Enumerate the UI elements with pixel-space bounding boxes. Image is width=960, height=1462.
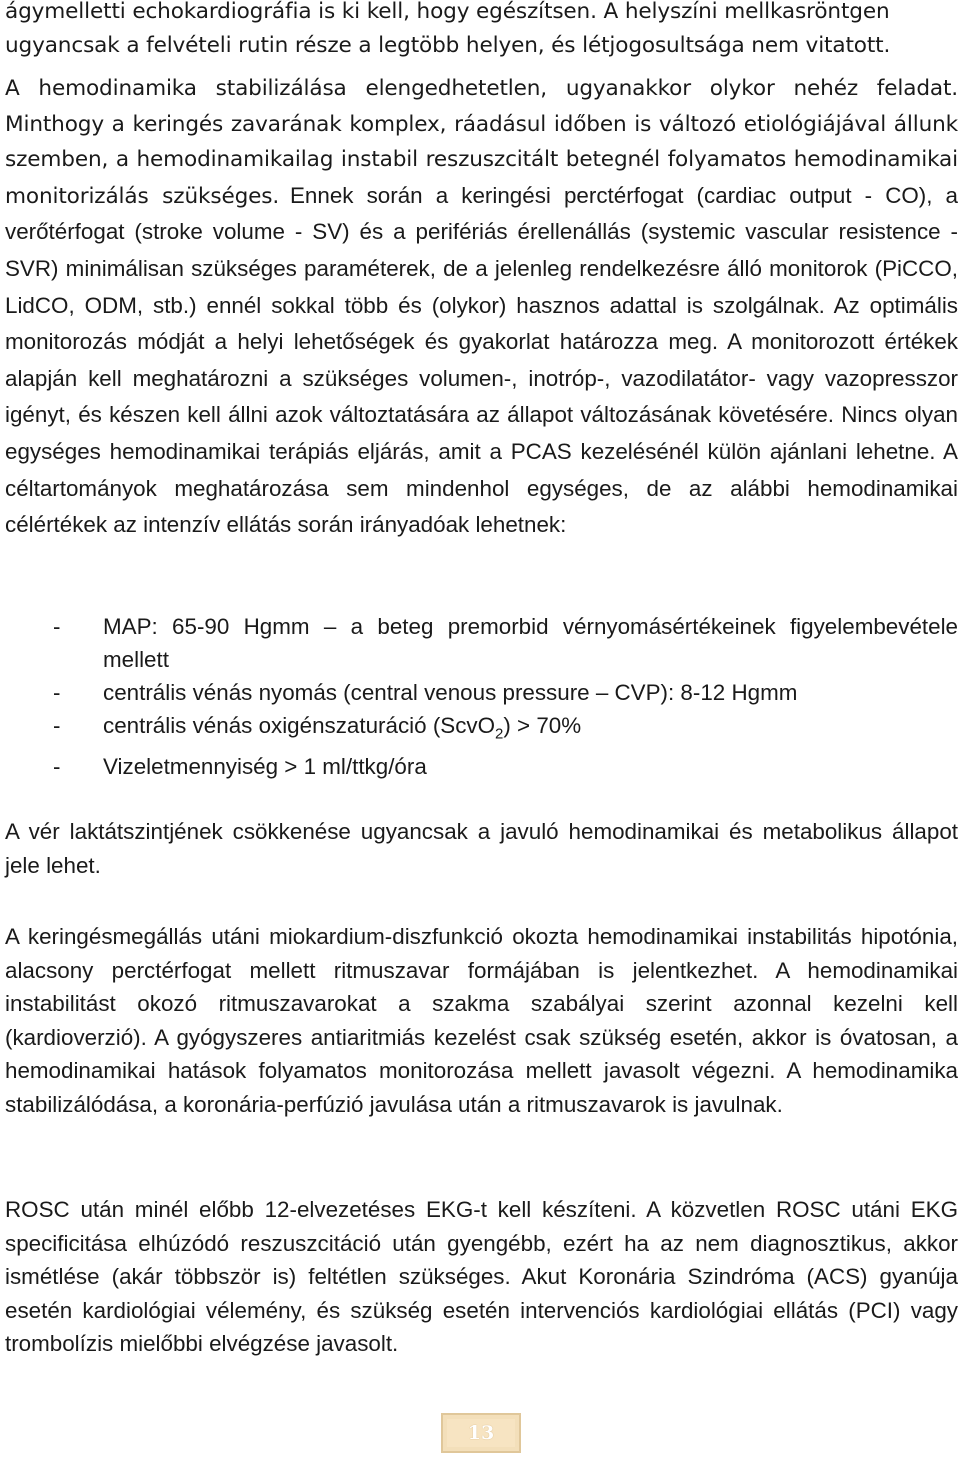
list-dash: - bbox=[53, 614, 61, 639]
list-dash: - bbox=[53, 754, 61, 780]
paragraph-myocardial-dysfunction: A keringésmegállás utáni miokardium-diszfunkció okozta hemodinamikai instabilitás hipotónia, alacsony perctérfogat mellett ritmuszavar formájában is jelentkezhet. A hemodinamikai instabilitást okozó ritmuszavarokat a szakma szabályai szerint azonnal kezelni kell (kardioverzió). A gyógyszeres antiaritmiás kezelést csak szükség esetén, akkor is óvatosan, a hemodinamikai hatások folyamatos monitorozása mellett javasolt végezni. A hemodinamika stabilizálódása, a koronária-perfúzió javulása után a ritmuszavarok is javulnak. bbox=[5, 924, 958, 1117]
list-dash: - bbox=[53, 713, 61, 738]
paragraph-hemodynamics bbox=[5, 72, 958, 545]
subscript: 2 bbox=[495, 725, 504, 743]
list-item-text-after: ) > 70% bbox=[503, 713, 582, 738]
paragraph-echocardiography bbox=[5, 0, 958, 62]
list-item bbox=[53, 676, 958, 709]
paragraph-ecg: ROSC után minél előbb 12-elvezetéses EKG-t kell készíteni. A közvetlen ROSC utáni EKG specificitása elhúzódó reszuszcitáció után gyengébb, ezért ha az nem diagnosztikus, akkor ismétlése (akár többször is) feltétlen szükséges. Akut Koronária Szindróma (ACS) gyanúja esetén kardiológiai vélemény, és szükség esetén intervenciós kardiológiai ellátás (PCI) vagy trombolízis mielőbbi elvégzése javasolt. bbox=[5, 1197, 958, 1357]
page-number-badge bbox=[441, 1413, 521, 1453]
list-item-text: MAP: 65-90 Hgmm – a beteg premorbid vérnyomásértékeinek figyelembevétele mellett bbox=[103, 614, 958, 672]
page-number: 13 bbox=[447, 1419, 515, 1447]
list-item-text bbox=[103, 709, 958, 750]
list-item bbox=[53, 709, 958, 750]
paragraph-text-sans: A hemodinamika stabilizálása elengedhetetlen, ugyanakkor olykor nehéz feladat. Minthogy a keringés zavarának komplex, ráadásul időben is változó etiológiájával állunk szemben, a hemodinamikailag instabil reszuszcitált betegnél folyamatos hemodinamikai monitorizálás szükséges. bbox=[5, 76, 958, 209]
list-item bbox=[53, 750, 958, 783]
list-item bbox=[53, 610, 958, 676]
paragraph-lactate: A vér laktátszintjének csökkenése ugyancsak a javuló hemodinamikai és metabolikus állapot jele lehet. bbox=[5, 819, 958, 878]
target-values-list bbox=[53, 610, 958, 783]
paragraph-line: ágymelletti echokardiográfia is ki kell, hogy egészítsen. A helyszíni mellkasröntgen bbox=[5, 0, 890, 24]
list-item-text: centrális vénás nyomás (central venous pressure – CVP): 8-12 Hgmm bbox=[103, 680, 798, 705]
list-item-text: Vizeletmennyiség > 1 ml/ttkg/óra bbox=[103, 754, 427, 780]
list-item-text-before: centrális vénás oxigénszaturáció (ScvO bbox=[103, 713, 496, 738]
list-dash: - bbox=[53, 680, 61, 705]
paragraph-line: ugyancsak a felvételi rutin része a legtöbb helyen, és létjogosultsága nem vitatott. bbox=[5, 32, 891, 58]
paragraph-text-calibri: Ennek során a keringési perctérfogat (cardiac output - CO), a verőtérfogat (stroke volume - SV) és a perifériás érellenállás (systemic vascular resistence - SVR) minimálisan szükséges paraméterek, de a jelenleg rendelkezésre álló monitorok (PiCCO, LidCO, ODM, stb.) ennél sokkal több és (olykor) hasznos adattal is szolgálnak. Az optimális monitorozás módját a helyi lehetőségek és gyakorlat határozza meg. A monitorozott értékek alapján kell meghatározni a szükséges volumen-, inotróp-, vazodilatátor- vagy vazopresszor igényt, és készen kell állni azok változtatására az állapot változásának követésére. Nincs olyan egységes hemodinamikai terápiás eljárás, amit a PCAS kezelésénél külön ajánlani lehetne. A céltartományok meghatározása sem mindenhol egységes, de az alábbi hemodinamikai célértékek az intenzív ellátás során irányadóak lehetnek: bbox=[5, 182, 959, 538]
